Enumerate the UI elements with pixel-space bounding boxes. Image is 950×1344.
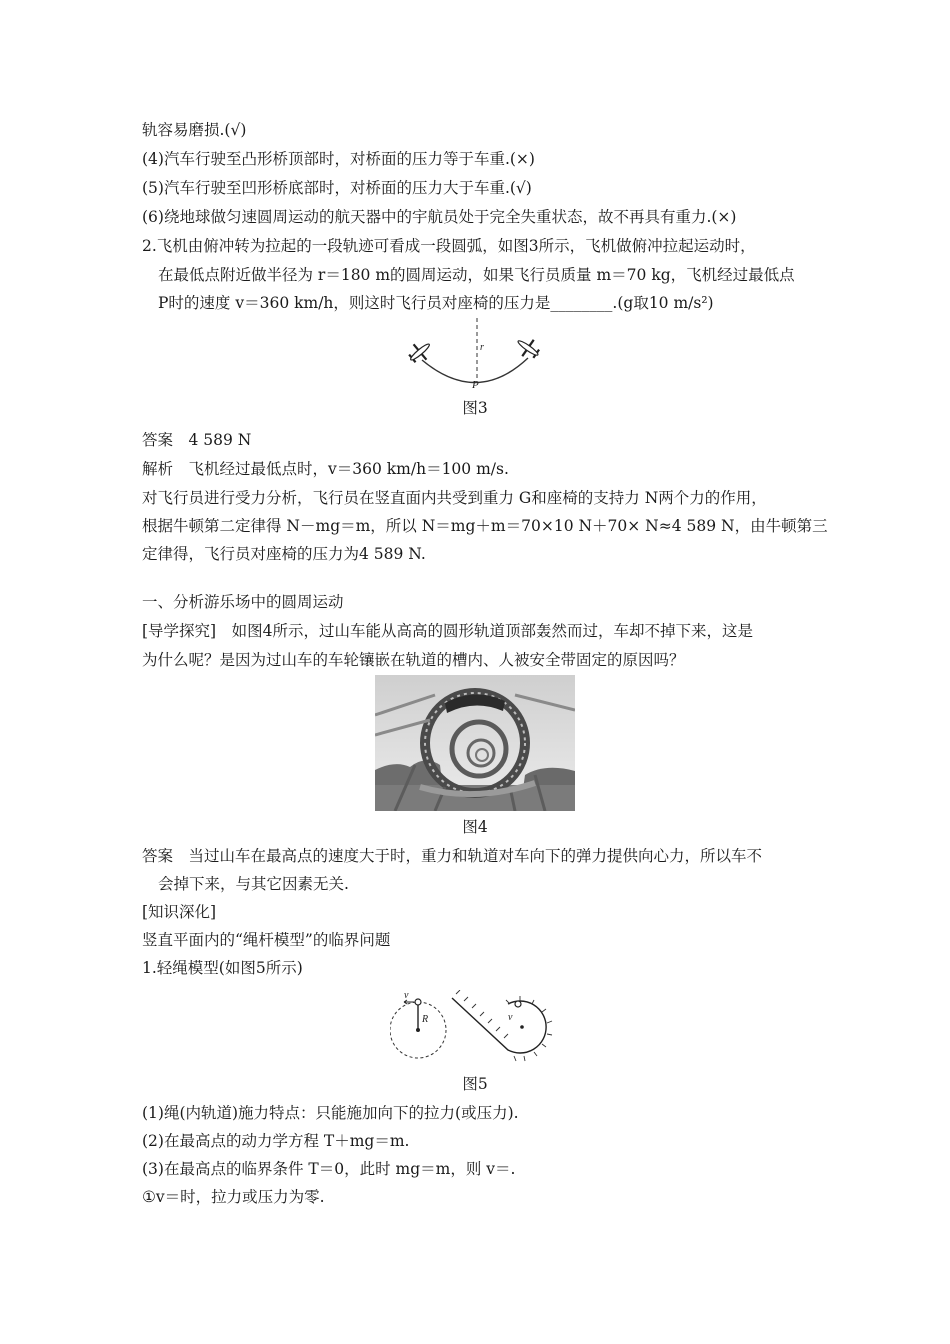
- text-line: 轨容易磨损.(√): [142, 121, 247, 139]
- answer-2-line: 答案 当过山车在最高点的速度大于时，重力和轨道对车向下的弹力提供向心力，所以车不: [142, 847, 763, 865]
- radius-label: R: [422, 1014, 429, 1025]
- analysis-line: 定律得，飞行员对座椅的压力为4 589 N.: [142, 545, 426, 563]
- figure-3-plane-arc: [400, 318, 550, 390]
- analysis-line: 根据牛顿第二定律得 N－mg＝m，所以 N＝mg＋m＝70×10 N＋70× N≈4 589 N，由牛顿第三: [142, 517, 828, 535]
- knowledge-line: 1.轻绳模型(如图5所示): [142, 959, 303, 977]
- point-line: (3)在最高点的临界条件 T＝0，此时 mg＝m，则 v＝.: [142, 1160, 516, 1178]
- text-line: (5)汽车行驶至凹形桥底部时，对桥面的压力大于车重.(√): [142, 179, 532, 197]
- point-line: (2)在最高点的动力学方程 T＋mg＝m.: [142, 1132, 410, 1150]
- figure-3-caption: 图3: [462, 399, 488, 417]
- radius-label: r: [480, 342, 484, 353]
- answer-1: 答案 4 589 N: [142, 431, 252, 449]
- point-line: (1)绳(内轨道)施力特点：只能施加向下的拉力(或压力).: [142, 1104, 519, 1122]
- question-2-line: 2.飞机由俯冲转为拉起的一段轨迹可看成一段圆弧，如图3所示，飞机做俯冲拉起运动时，: [142, 237, 756, 255]
- figure-5-caption: 图5: [462, 1075, 488, 1093]
- point-p-label: P: [472, 379, 479, 390]
- guide-line: 为什么呢？是因为过山车的车轮镶嵌在轨道的槽内、人被安全带固定的原因吗？: [142, 651, 685, 669]
- section-heading: 一、分析游乐场中的圆周运动: [142, 593, 344, 611]
- point-line: ①v＝时，拉力或压力为零.: [142, 1188, 325, 1206]
- knowledge-line: 竖直平面内的“绳杆模型”的临界问题: [142, 931, 391, 949]
- answer-2-line: 会掉下来，与其它因素无关.: [158, 875, 349, 893]
- analysis-line: 解析 飞机经过最低点时，v＝360 km/h＝100 m/s.: [142, 460, 509, 478]
- figure-4-caption: 图4: [462, 818, 488, 836]
- knowledge-heading: [知识深化]: [142, 903, 217, 921]
- question-2-line: P时的速度 v＝360 km/h，则这时飞行员对座椅的压力是________.(g取10 m/s²): [158, 294, 714, 312]
- guide-line: [导学探究] 如图4所示，过山车能从高高的圆形轨道顶部轰然而过，车却不掉下来，这是: [142, 622, 753, 640]
- velocity-label: v: [404, 990, 409, 1001]
- text-line: (6)绕地球做匀速圆周运动的航天器中的宇航员处于完全失重状态，故不再具有重力.(×): [142, 208, 737, 226]
- question-2-line: 在最低点附近做半径为 r＝180 m的圆周运动，如果飞行员质量 m＝70 kg，飞机经过最低点: [158, 266, 795, 284]
- analysis-line: 对飞行员进行受力分析，飞行员在竖直面内共受到重力 G和座椅的支持力 N两个力的作用，: [142, 489, 767, 507]
- velocity-label: v: [508, 1012, 513, 1023]
- text-line: (4)汽车行驶至凸形桥顶部时，对桥面的压力等于车重.(×): [142, 150, 535, 168]
- plane-icon: [404, 337, 435, 368]
- figure-4-roller-coaster-photo: [375, 675, 575, 811]
- figure-5-rope-model: [390, 990, 570, 1062]
